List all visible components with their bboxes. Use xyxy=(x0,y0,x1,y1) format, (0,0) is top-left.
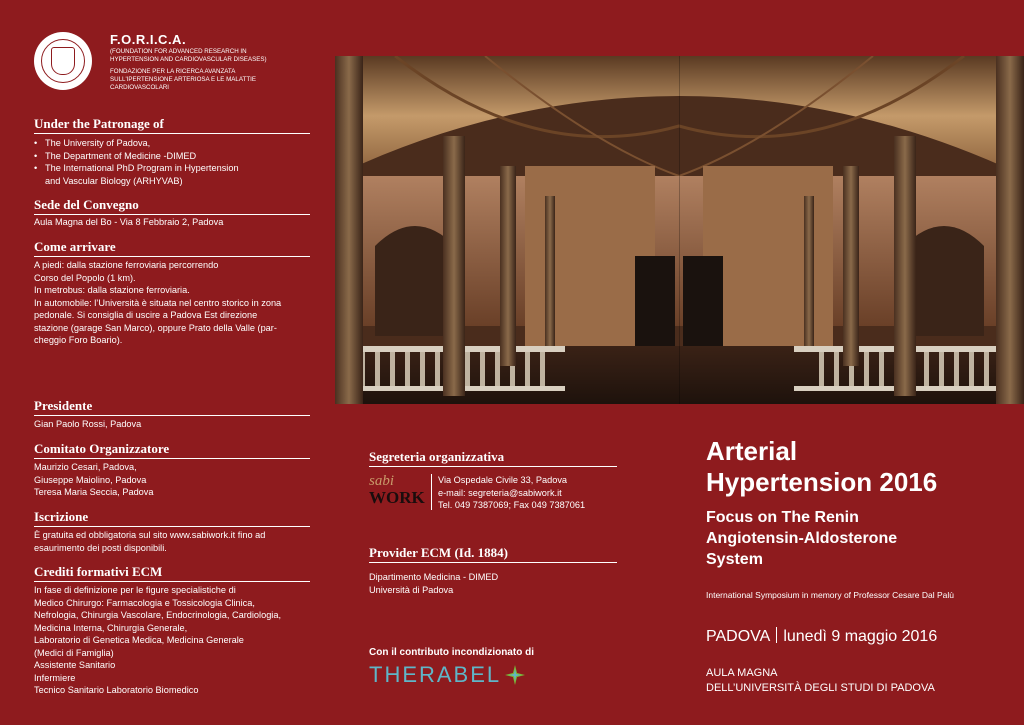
iscrizione-title: Iscrizione xyxy=(34,509,310,527)
patronage-item-cont: and Vascular Biology (ARHYVAB) xyxy=(45,175,183,186)
event-city: PADOVA xyxy=(706,628,771,645)
therabel-logo xyxy=(369,662,526,688)
sabiwork-logo-top: sabi xyxy=(369,473,395,489)
text-line: Maurizio Cesari, Padova, xyxy=(34,462,137,472)
text-line: È gratuita ed obbligatoria sul sito www.sabiwork.it fino ad xyxy=(34,530,266,540)
text-line: (Medici di Famiglia) xyxy=(34,647,114,658)
text-line: In automobile: l’Università è situata nel centro storico in zona xyxy=(34,297,282,308)
text-line: cheggio Foro Boario). xyxy=(34,335,123,345)
segreteria-contacts xyxy=(438,474,585,512)
provider-text xyxy=(369,571,498,596)
text-line: Tecnico Sanitario Laboratorio Biomedico xyxy=(34,685,199,695)
text-line: Nefrologia, Chirurgia Vascolare, Endocrinologia, Cardiologia, xyxy=(34,610,282,620)
text-line: Medico Chirurgo: Farmacologia e Tossicologia Clinica, xyxy=(34,597,255,608)
text-line: In metrobus: dalla stazione ferroviaria. xyxy=(34,285,190,295)
iscrizione-text xyxy=(34,529,314,554)
sabiwork-logo-bottom: WORK xyxy=(369,488,425,507)
event-place-date xyxy=(706,627,937,646)
crediti-title: Crediti formativi ECM xyxy=(34,564,310,582)
event-venue-line: AULA MAGNA xyxy=(706,667,778,679)
segreteria-phone: Tel. 049 7387069; Fax 049 7387061 xyxy=(438,500,586,510)
text-line: Teresa Maria Seccia, Padova xyxy=(34,487,154,497)
event-title xyxy=(706,436,1006,498)
patronage-list xyxy=(34,137,314,187)
provider-title: Provider ECM (Id. 1884) xyxy=(369,545,617,563)
event-venue xyxy=(706,666,935,696)
org-italian-name xyxy=(110,68,300,92)
symposium-dedication: International Symposium in memory of Professor Cesare Dal Palù xyxy=(706,590,955,600)
patronage-item: • The University of Padova, xyxy=(34,137,314,150)
org-it-line1: FONDAZIONE PER LA RICERCA AVANZATA xyxy=(110,68,236,75)
org-english-name xyxy=(110,48,300,64)
come-arrivare-text xyxy=(34,259,314,347)
divider xyxy=(431,474,432,510)
presidente-text: Gian Paolo Rossi, Padova xyxy=(34,419,142,429)
comitato-title: Comitato Organizzatore xyxy=(34,441,310,459)
text-line: pedonale. Si consiglia di uscire a Padova Est direzione xyxy=(34,310,258,320)
aula-magna-photo xyxy=(335,56,1024,404)
text-line: Assistente Sanitario xyxy=(34,660,116,670)
therabel-star-icon xyxy=(504,664,526,686)
text-line: Laboratorio di Genetica Medica, Medicina Generale xyxy=(34,635,244,645)
org-en-line1: (FOUNDATION FOR ADVANCED RESEARCH IN xyxy=(110,48,247,55)
sede-text: Aula Magna del Bo - Via 8 Febbraio 2, Padova xyxy=(34,217,224,227)
org-it-line2: SULL'IPERTENSIONE ARTERIOSA E LE MALATTIE xyxy=(110,76,256,83)
comitato-list xyxy=(34,461,314,499)
event-subtitle-line: Focus on The Renin xyxy=(706,509,859,526)
therabel-wordmark: THERABEL xyxy=(369,662,502,687)
come-arrivare-title: Come arrivare xyxy=(34,239,310,257)
patronage-title: Under the Patronage of xyxy=(34,116,310,134)
text-line: Infermiere xyxy=(34,672,76,683)
event-venue-line: DELL’UNIVERSITÀ DEGLI STUDI DI PADOVA xyxy=(706,682,935,694)
text-line: esaurimento dei posti disponibili. xyxy=(34,542,167,553)
text-line: stazione (garage San Marco), oppure Prato della Valle (par- xyxy=(34,322,277,333)
sponsor-label: Con il contributo incondizionato di xyxy=(369,647,534,658)
provider-line: Università di Padova xyxy=(369,584,454,595)
text-line: In fase di definizione per le figure specialistiche di xyxy=(34,585,236,595)
provider-line: Dipartimento Medicina - DIMED xyxy=(369,572,499,582)
segreteria-address: Via Ospedale Civile 33, Padova xyxy=(438,475,568,485)
text-line: Giuseppe Maiolino, Padova xyxy=(34,474,147,485)
patronage-item: • The Department of Medicine -DIMED xyxy=(34,150,314,163)
sabiwork-logo xyxy=(369,474,427,510)
text-line: Corso del Popolo (1 km). xyxy=(34,272,136,283)
text-line: A piedi: dalla stazione ferroviaria percorrendo xyxy=(34,260,219,270)
org-it-line3: CARDIOVASCOLARI xyxy=(110,84,170,91)
crediti-text xyxy=(34,584,314,697)
org-en-line2: HYPERTENSION AND CARDIOVASCULAR DISEASES) xyxy=(110,56,267,63)
org-name: F.O.R.I.C.A. xyxy=(110,32,187,47)
patronage-item: • The International PhD Program in Hypertension xyxy=(34,162,314,175)
segreteria-email: e-mail: segreteria@sabiwork.it xyxy=(438,487,562,498)
divider xyxy=(776,627,777,643)
event-title-line: Arterial xyxy=(706,436,798,466)
event-date: lunedì 9 maggio 2016 xyxy=(783,628,938,645)
event-subtitle-line: Angiotensin-Aldosterone xyxy=(706,530,898,547)
event-title-line: Hypertension 2016 xyxy=(706,467,938,497)
text-line: Medicina Interna, Chirurgia Generale, xyxy=(34,622,188,633)
presidente-title: Presidente xyxy=(34,398,310,416)
segreteria-title: Segreteria organizzativa xyxy=(369,449,617,467)
event-subtitle-line: System xyxy=(706,551,763,568)
university-seal-logo xyxy=(34,32,92,90)
sede-title: Sede del Convegno xyxy=(34,197,310,215)
event-subtitle xyxy=(706,507,996,570)
